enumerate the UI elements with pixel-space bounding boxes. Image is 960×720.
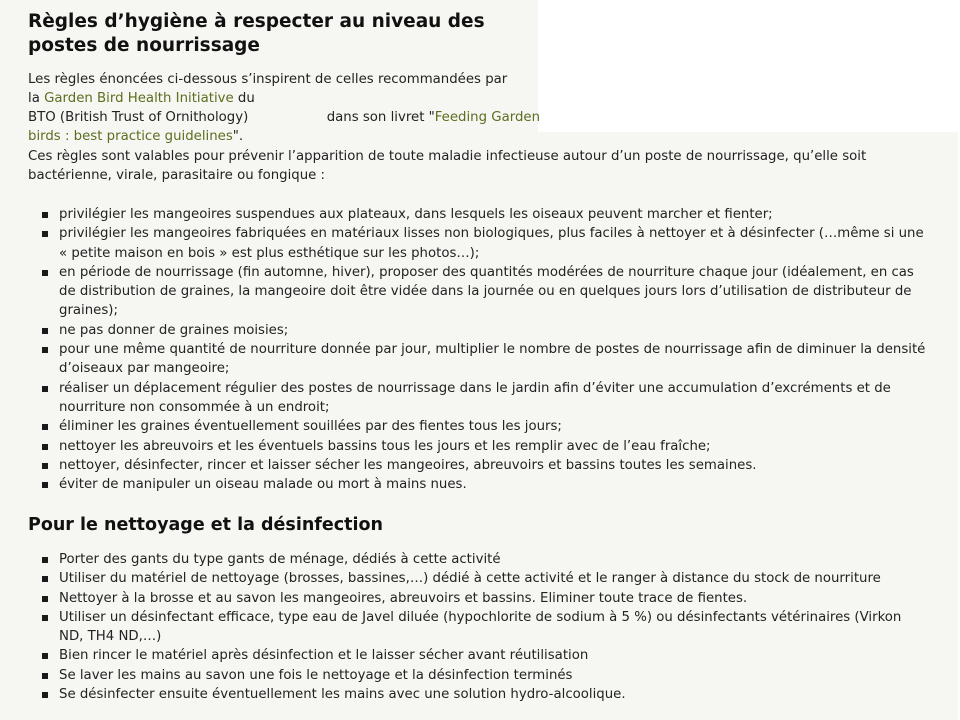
- list-item: [28, 321, 928, 340]
- bullet-icon: [42, 576, 48, 582]
- list-item-text: éviter de manipuler un oiseau malade ou mort à mains nues.: [59, 477, 467, 493]
- bullet-icon: [42, 444, 48, 450]
- list-item: [28, 224, 928, 263]
- bullet-icon: [42, 692, 48, 698]
- bullet-icon: [42, 615, 48, 621]
- list-item-text: Nettoyer à la brosse et au savon les mangeoires, abreuvoirs et bassins. Eliminer toute trace de fientes.: [59, 590, 748, 606]
- intro-du: du: [233, 91, 255, 106]
- list-item: [28, 550, 928, 569]
- intro-line-1: Les règles énoncées ci-dessous s’inspirent de celles recommandées par: [28, 72, 508, 87]
- list-item-text: réaliser un déplacement régulier des postes de nourrissage dans le jardin afin d’éviter une accumulation d’excréments et de nourriture non consommée à un endroit;: [59, 380, 891, 415]
- list-item-text: éliminer les graines éventuellement souillées par des fientes tous les jours;: [59, 419, 562, 435]
- bullet-icon: [42, 270, 48, 276]
- bullet-icon: [42, 231, 48, 237]
- list-item: [28, 569, 928, 588]
- bullet-icon: [42, 386, 48, 392]
- list-item-text: Se désinfecter ensuite éventuellement les mains avec une solution hydro-alcoolique.: [59, 687, 626, 703]
- intro-livret: dans son livret ": [326, 110, 435, 125]
- bullet-icon: [42, 212, 48, 218]
- list-item-text: en période de nourrissage (fin automne, hiver), proposer des quantités modérées de nourriture chaque jour (idéalement, en cas de distribution de graines, la mangeoire doit être vidée dans la journée ou en quelques jours lors d’utilisation de distributeur de graines);: [59, 264, 914, 319]
- intro-end: ".: [232, 129, 244, 144]
- list-item: [28, 205, 928, 224]
- list-item: [28, 417, 928, 436]
- list-item-text: Utiliser un désinfectant efficace, type eau de Javel diluée (hypochlorite de sodium à 5 %) ou désinfectants vétérinaires (Virkon ND, TH4 ND,…): [59, 609, 902, 645]
- list-item: [28, 437, 928, 456]
- rules-intro: Ces règles sont valables pour prévenir l’apparition de toute maladie infectieuse autour d’un poste de nourrissage, qu’elle soit bactérienne, virale, parasitaire ou fongique :: [28, 149, 867, 183]
- list-item: [28, 475, 928, 494]
- bullet-icon: [42, 557, 48, 563]
- list-item: [28, 340, 928, 379]
- bullet-icon: [42, 424, 48, 430]
- list-item: [28, 646, 928, 665]
- intro-bto: BTO (British Trust of Ornithology): [28, 110, 249, 125]
- intro-paragraph: [28, 70, 540, 146]
- list-item-text: Porter des gants du type gants de ménage, dédiés à cette activité: [59, 552, 501, 567]
- feeding-guide-link-cont[interactable]: birds : best practice guidelines: [28, 129, 233, 144]
- list-item-text: nettoyer les abreuvoirs et les éventuels bassins tous les jours et les remplir avec de l’eau fraîche;: [59, 438, 711, 454]
- bullet-icon: [42, 596, 48, 602]
- feeding-guide-link[interactable]: Feeding Garden: [434, 110, 540, 125]
- bullet-icon: [42, 328, 48, 334]
- intro-la: la: [28, 91, 45, 106]
- list-item-text: Utiliser du matériel de nettoyage (brosses, bassines,…) dédié à cette activité et le ranger à distance du stock de nourriture: [59, 571, 881, 587]
- list-item-text: Se laver les mains au savon une fois le nettoyage et la désinfection terminés: [59, 667, 573, 683]
- list-item-text: Bien rincer le matériel après désinfection et le laisser sécher avant réutilisation: [59, 648, 589, 664]
- list-item-text: ne pas donner de graines moisies;: [59, 322, 289, 338]
- list-item-text: privilégier les mangeoires fabriquées en matériaux lisses non biologiques, plus faciles à nettoyer et à désinfecter (…même si une « petite maison en bois » est plus esthétique sur les photos…);: [59, 226, 924, 261]
- list-item: [28, 685, 928, 704]
- section-title-cleaning: Pour le nettoyage et la désinfection: [28, 515, 383, 535]
- list-item: [28, 263, 928, 321]
- list-item: [28, 666, 928, 685]
- list-item-text: pour une même quantité de nourriture donnée par jour, multiplier le nombre de postes de nourrissage afin de diminuer la densité d’oiseaux par mangeoire;: [59, 342, 926, 377]
- bullet-icon: [42, 347, 48, 353]
- list-item: [28, 379, 928, 418]
- list-item-text: privilégier les mangeoires suspendues aux plateaux, dans lesquels les oiseaux peuvent marcher et fienter;: [59, 207, 773, 222]
- cleaning-rules-list: [28, 550, 928, 704]
- intro-line-3: [28, 108, 540, 127]
- list-item: [28, 608, 928, 647]
- list-item: [28, 456, 928, 475]
- gbhi-link[interactable]: Garden Bird Health Initiative: [44, 91, 234, 106]
- bullet-icon: [42, 482, 48, 488]
- bullet-icon: [42, 673, 48, 679]
- intro-line-4: [28, 127, 540, 146]
- list-item: [28, 589, 928, 608]
- bullet-icon: [42, 463, 48, 469]
- hygiene-rules-list: [28, 205, 928, 494]
- bullet-icon: [42, 653, 48, 659]
- page-title: Règles d’hygiène à respecter au niveau des postes de nourrissage: [28, 11, 485, 56]
- intro-line-2: [28, 89, 540, 108]
- list-item-text: nettoyer, désinfecter, rincer et laisser sécher les mangeoires, abreuvoirs et bassins toutes les semaines.: [59, 457, 757, 473]
